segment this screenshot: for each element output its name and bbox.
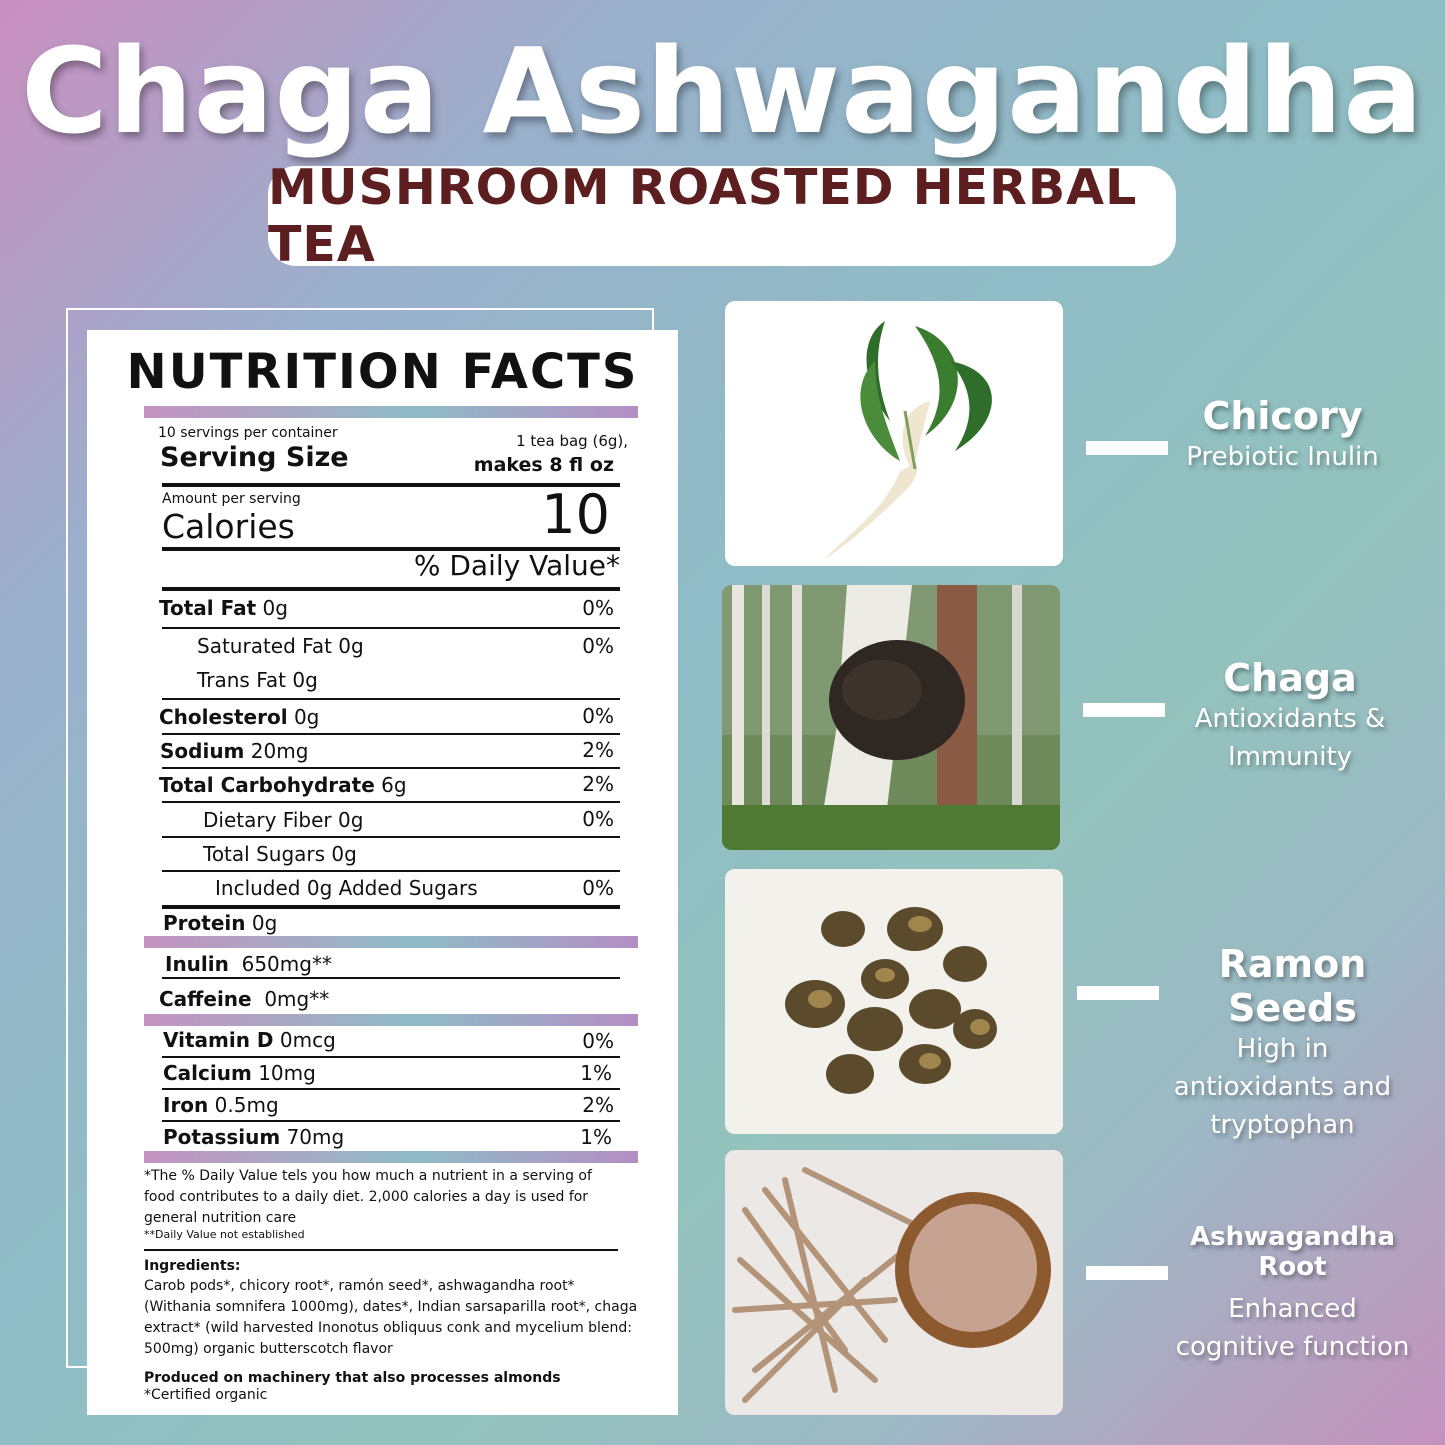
feature-ramon-seeds-desc-3: tryptophan <box>1210 1110 1355 1140</box>
footnote-daily-value: *The % Daily Value tels you how much a nutrient in a serving of food contributes to a daily diet. 2,000 calories a day is used for general nutrition care <box>144 1168 592 1226</box>
divider-rule <box>162 977 620 979</box>
certified-organic-note: *Certified organic <box>144 1387 268 1403</box>
serving-size-label: Serving Size <box>160 442 349 473</box>
divider-bar <box>144 936 638 948</box>
feature-chicory <box>1150 394 1415 476</box>
nutrient-row-total-sugars: Total Sugars 0g <box>203 842 357 866</box>
feature-ashwagandha-root <box>1160 1222 1425 1366</box>
daily-value-header: % Daily Value* <box>413 549 620 582</box>
divider-rule <box>162 801 620 803</box>
divider-rule <box>162 698 620 700</box>
dv-added-sugars: 0% <box>582 876 614 900</box>
nutrient-row-total-fat: Total Fat 0g <box>159 596 288 620</box>
dv-iron: 2% <box>582 1093 614 1117</box>
feature-chicory-desc: Prebiotic Inulin <box>1186 442 1379 472</box>
calories-label: Calories <box>162 507 295 546</box>
divider-rule <box>144 1249 618 1251</box>
nutrient-row-dietary-fiber: Dietary Fiber 0g <box>203 808 364 832</box>
divider-rule <box>162 1056 620 1058</box>
divider-bar <box>144 1014 638 1026</box>
nutrient-row-protein: Protein 0g <box>163 911 278 935</box>
dv-dietary-fiber: 0% <box>582 807 614 831</box>
divider-rule <box>162 627 620 629</box>
nutrient-row-cholesterol: Cholesterol 0g <box>159 705 320 729</box>
calories-value: 10 <box>541 483 610 546</box>
nutrient-row-iron: Iron 0.5mg <box>163 1093 279 1117</box>
dv-sodium: 2% <box>582 738 614 762</box>
nutrient-row-saturated-fat: Saturated Fat 0g <box>197 634 364 658</box>
divider-rule <box>162 767 620 769</box>
dv-cholesterol: 0% <box>582 704 614 728</box>
nutrition-facts-panel <box>87 330 678 1415</box>
ingredients-text: Carob pods*, chicory root*, ramón seed*, ashwagandha root* (Withania somnifera 1000mg), dates*, Indian sarsaparilla root*, chaga extract* (wild harvested Inonotus obliquus conk and mycelium blend: 500mg) organic butterscotch flavor <box>144 1278 638 1357</box>
dv-saturated-fat: 0% <box>582 634 614 658</box>
divider-rule <box>162 1120 620 1122</box>
subtitle-text: MUSHROOM ROASTED HERBAL TEA <box>268 159 1138 273</box>
ashwagandha-connector <box>1086 1266 1168 1280</box>
ingredients-label: Ingredients: <box>144 1258 241 1274</box>
feature-chaga <box>1160 656 1420 776</box>
divider-rule <box>162 870 620 872</box>
nutrient-row-caffeine: Caffeine 0mg** <box>159 987 330 1011</box>
feature-ashwagandha-root-desc-1: Enhanced <box>1228 1294 1357 1324</box>
divider-rule <box>162 836 620 838</box>
dv-potassium: 1% <box>580 1125 612 1149</box>
feature-ramon-seeds-desc-1: High in <box>1236 1034 1329 1064</box>
nutrient-row-vitamin-d: Vitamin D 0mcg <box>163 1028 336 1052</box>
feature-ashwagandha-root-name: Ashwagandha Root <box>1189 1222 1395 1282</box>
feature-ramon-seeds-name: Ramon Seeds <box>1218 942 1367 1030</box>
nutrient-row-calcium: Calcium 10mg <box>163 1061 316 1085</box>
subtitle-banner <box>268 159 1176 273</box>
divider-rule <box>162 733 620 735</box>
dv-total-carbohydrate: 2% <box>582 772 614 796</box>
feature-ashwagandha-root-desc-2: cognitive function <box>1175 1332 1410 1362</box>
page-title: Chaga Ashwagandha <box>21 22 1424 160</box>
chaga-connector <box>1083 703 1165 717</box>
servings-per-container: 10 servings per container <box>158 425 338 441</box>
nutrient-row-potassium: Potassium 70mg <box>163 1125 345 1149</box>
divider-bar <box>144 1151 638 1163</box>
nutrient-row-inulin: Inulin 650mg** <box>165 952 332 976</box>
ashwagandha-root-image <box>725 1150 1063 1415</box>
allergen-statement: Produced on machinery that also processes almonds <box>144 1370 561 1386</box>
nutrient-row-trans-fat: Trans Fat 0g <box>197 668 318 692</box>
feature-chaga-desc-2: Immunity <box>1227 742 1353 772</box>
feature-ramon-seeds-desc-2: antioxidants and <box>1173 1072 1392 1102</box>
nutrient-row-added-sugars: Included 0g Added Sugars <box>215 876 478 900</box>
ramon-seeds-connector <box>1077 986 1159 1000</box>
ramon-seeds-image <box>725 869 1063 1134</box>
serving-size-value-2: makes 8 fl oz <box>473 454 614 476</box>
divider-bar <box>144 406 638 418</box>
dv-total-fat: 0% <box>582 596 614 620</box>
divider-rule <box>162 1088 620 1090</box>
nutrient-row-sodium: Sodium 20mg <box>160 739 309 763</box>
chicory-root-image <box>725 301 1063 566</box>
divider-rule <box>162 905 620 909</box>
dv-calcium: 1% <box>580 1061 612 1085</box>
nutrient-row-total-carbohydrate: Total Carbohydrate 6g <box>159 773 407 797</box>
feature-chicory-name: Chicory <box>1202 394 1363 438</box>
footnote-not-established: **Daily Value not established <box>144 1228 305 1241</box>
divider-rule <box>162 587 620 591</box>
dv-vitamin-d: 0% <box>582 1029 614 1053</box>
feature-chaga-name: Chaga <box>1223 656 1357 700</box>
chaga-birch-image <box>722 585 1060 850</box>
feature-chaga-desc-1: Antioxidants & <box>1194 704 1386 734</box>
serving-size-value-1: 1 tea bag (6g), <box>516 432 628 450</box>
nutrition-facts-title: NUTRITION FACTS <box>126 344 639 400</box>
amount-per-serving: Amount per serving <box>162 491 301 507</box>
feature-ramon-seeds <box>1160 942 1425 1144</box>
